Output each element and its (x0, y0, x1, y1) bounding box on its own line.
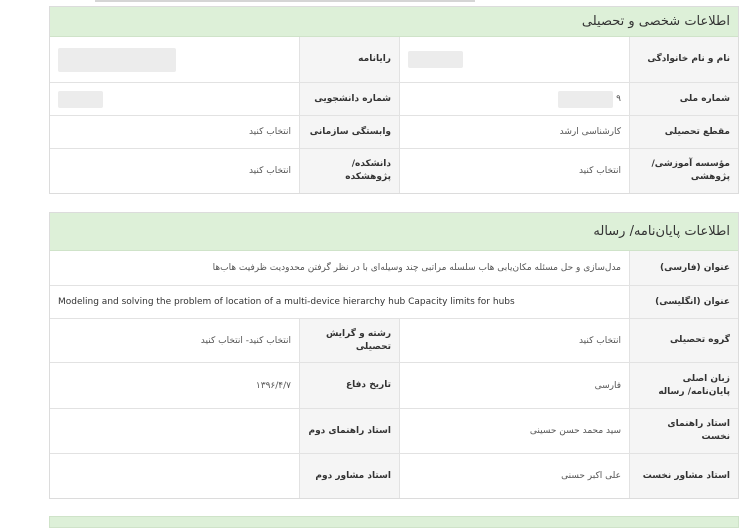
row-nationalid-studentno (50, 83, 738, 116)
defense-date-label: تاریخ دفاع (299, 363, 399, 408)
advisor2-label: استاد راهنمای دوم (299, 409, 399, 453)
degree-value[interactable]: کارشناسی ارشد (399, 116, 629, 148)
row-name-email (50, 37, 738, 83)
affiliation-label: وابستگی سازمانی (299, 116, 399, 148)
advisor1-value: سید محمد حسن حسینی (399, 409, 629, 453)
advisor1-label: استاد راهنمای نخست (629, 409, 738, 453)
affiliation-value[interactable]: انتخاب کنید (248, 127, 291, 137)
personal-info-header: اطلاعات شخصی و تحصیلی (50, 7, 738, 37)
national-id-value (399, 83, 629, 115)
row-group-field (50, 319, 738, 363)
institution-value[interactable]: انتخاب کنید (399, 149, 629, 193)
personal-info-card (49, 6, 739, 194)
title-fa-value: مدل‌سازی و حل مسئله مکان‌یابی هاب سلسله مراتبی چند وسیله‌ای با در نظر گرفتن محدودیت ظرفیت هاب‌ها (212, 263, 621, 273)
thesis-info-header: اطلاعات پایان‌نامه/ رساله (50, 213, 738, 251)
name-label: نام و نام خانوادگی (629, 37, 738, 82)
institution-label: مؤسسه آموزشی/ پژوهشی (629, 149, 738, 193)
row-title-en (50, 286, 738, 319)
redacted-email (58, 48, 176, 72)
row-consultants (50, 454, 738, 498)
consultant1-label: استاد مشاور نخست (629, 454, 738, 498)
national-id-label: شماره ملی (629, 83, 738, 115)
field-label: رشته و گرایش تحصیلی (299, 319, 399, 362)
student-no-label: شماره دانشجویی (299, 83, 399, 115)
degree-label: مقطع تحصیلی (629, 116, 738, 148)
redacted-student-no (58, 91, 103, 108)
consultant2-value (50, 454, 299, 498)
row-advisors (50, 409, 738, 454)
faculty-label: دانشکده/ پژوهشکده (299, 149, 399, 193)
thesis-info-card (49, 212, 739, 499)
field-value[interactable]: انتخاب کنید- انتخاب کنید (200, 335, 291, 346)
row-institution-faculty (50, 149, 738, 193)
national-id-digit: ۹ (616, 94, 621, 104)
student-no-value (50, 83, 299, 115)
row-language-date (50, 363, 738, 409)
redacted-national-id (558, 91, 613, 108)
consultant2-label: استاد مشاور دوم (299, 454, 399, 498)
top-divider (95, 0, 475, 2)
redacted-name (408, 51, 463, 68)
title-en-value: Modeling and solving the problem of location of a multi-device hierarchy hub Capacity limits for hubs (58, 297, 515, 307)
email-value (50, 37, 299, 82)
consultant1-value: علی اکبر حسنی (399, 454, 629, 498)
title-en-label: عنوان (انگلیسی) (629, 286, 738, 318)
advisor2-value (50, 409, 299, 453)
row-title-fa (50, 251, 738, 286)
faculty-value[interactable]: انتخاب کنید (248, 166, 291, 176)
name-value (399, 37, 629, 82)
row-degree-affiliation (50, 116, 738, 149)
language-value[interactable]: فارسی (399, 363, 629, 408)
group-label: گروه تحصیلی (629, 319, 738, 362)
defense-date-value[interactable]: ۱۳۹۶/۴/۷ (255, 380, 291, 391)
title-fa-label: عنوان (فارسی) (629, 251, 738, 285)
next-section-header (49, 516, 739, 528)
language-label: زبان اصلی پایان‌نامه/ رساله (629, 363, 738, 408)
email-label: رایانامه (299, 37, 399, 82)
group-value[interactable]: انتخاب کنید (399, 319, 629, 362)
